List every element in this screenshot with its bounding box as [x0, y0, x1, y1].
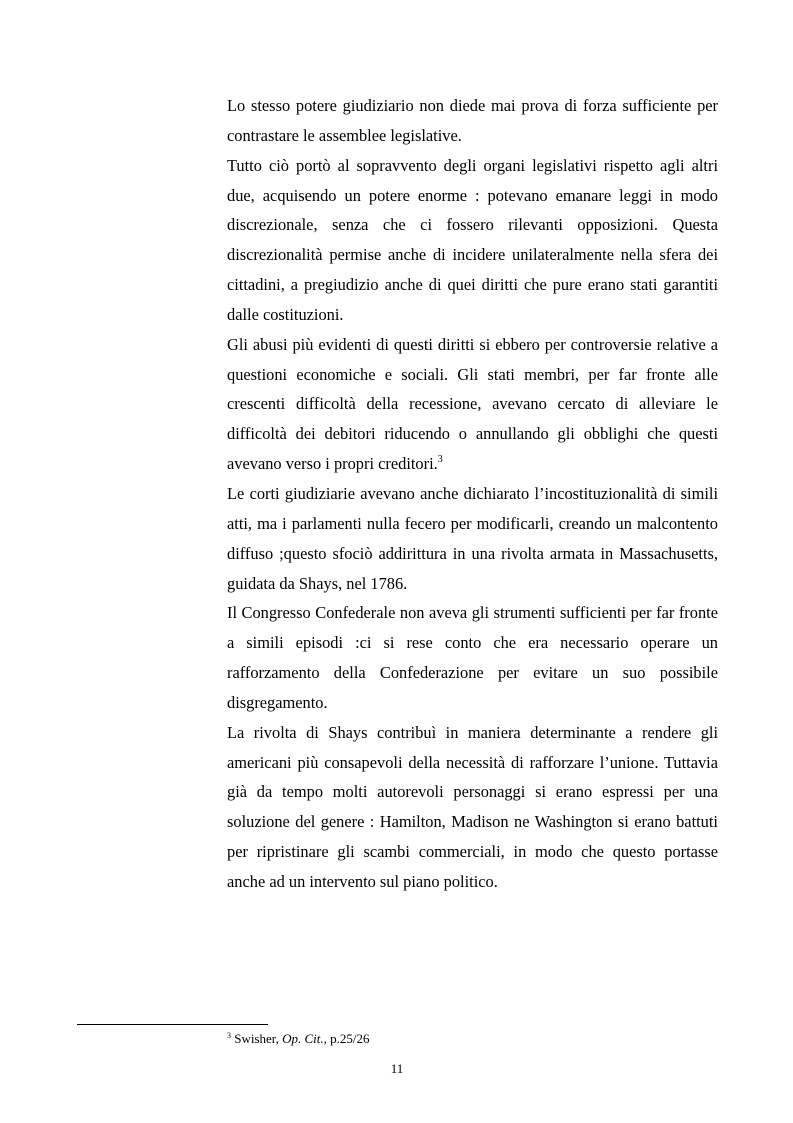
- paragraph: [227, 479, 718, 598]
- footnote: [227, 1031, 370, 1047]
- paragraph-text: Le corti giudiziarie avevano anche dichiarato l’incostituzionalità di simili atti, ma i parlamenti nulla fecero per modificarli, creando un malcontento diffuso ;questo sfociò addirittura in una rivolta armata in Massachusetts, guidata da Shays, nel 1786.: [227, 483, 718, 593]
- paragraph-text: Gli abusi più evidenti di questi diritti si ebbero per controversie relative a questioni economiche e sociali. Gli stati membri, per far fronte alle crescenti difficoltà della recessione, avevano cercato di alleviare le difficoltà dei debitori riducendo o annullando gli obblighi che questi avevano verso i propri creditori.: [227, 334, 718, 474]
- paragraph-text: Lo stesso potere giudiziario non diede mai prova di forza sufficiente per contrastare le assemblee legislative.: [227, 96, 718, 145]
- paragraph: [227, 718, 718, 897]
- footnote-divider: [77, 1024, 268, 1025]
- footnote-pages: p.25/26: [330, 1031, 370, 1046]
- footnote-number: 3: [227, 1031, 231, 1040]
- page-number: 11: [390, 1061, 404, 1076]
- body-text: [227, 91, 718, 897]
- paragraph-text: Il Congresso Confederale non aveva gli strumenti sufficienti per far fronte a simili episodi :ci si rese conto che era necessario operare un rafforzamento della Confederazione per evitare un suo possibile disgregamento.: [227, 603, 718, 712]
- footnote-reference[interactable]: 3: [437, 454, 443, 466]
- footnote-work: Op. Cit.,: [282, 1031, 327, 1046]
- paragraph-text: Tutto ciò portò al sopravvento degli organi legislativi rispetto agli altri due, acquisendo un potere enorme : potevano emanare leggi in modo discrezionale, senza che ci fossero rilevanti opposizioni. Questa discrezionalità permise anche di incidere unilateralmente nella sfera dei cittadini, a pregiudizio anche di quei diritti che pure erano stati garantiti dalle costituzioni.: [227, 155, 718, 324]
- paragraph-text: La rivolta di Shays contribuì in maniera determinante a rendere gli americani più consapevoli della necessità di rafforzare l’unione. Tuttavia già da tempo molti autorevoli personaggi si erano espressi per una soluzione del genere : Hamilton, Madison ne Washington si erano battuti per ripristinare gli scambi commerciali, in modo che questo portasse anche ad un intervento sul piano politico.: [227, 722, 718, 891]
- paragraph: [227, 598, 718, 717]
- paragraph: [227, 151, 718, 330]
- footnote-author: Swisher,: [234, 1031, 279, 1046]
- paragraph: [227, 330, 718, 479]
- paragraph: [227, 91, 718, 151]
